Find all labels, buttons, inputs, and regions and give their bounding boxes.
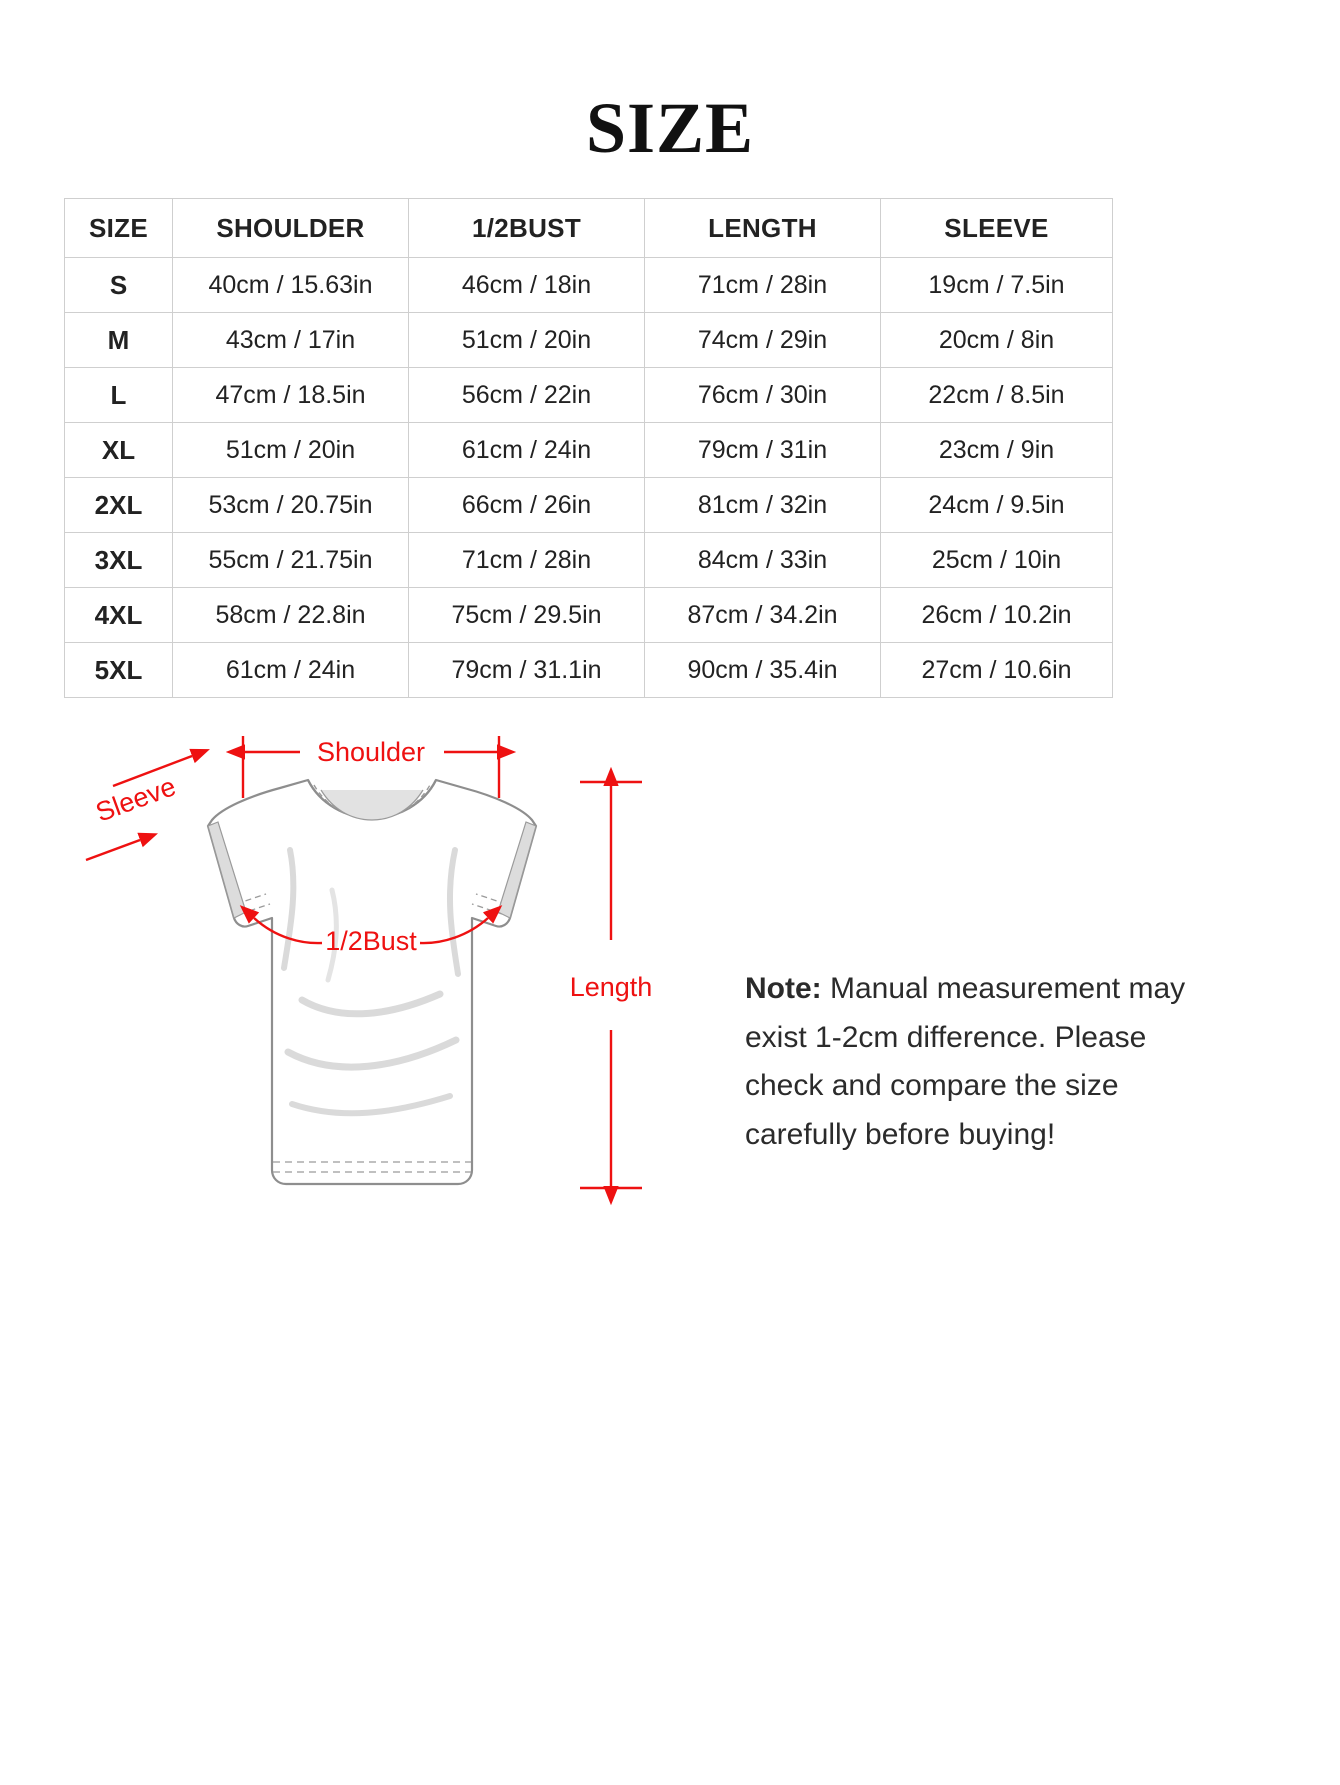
- table-row: [65, 478, 1113, 533]
- cell-size: 4XL: [65, 588, 173, 643]
- cell-size: 2XL: [65, 478, 173, 533]
- cell-bust: 66cm / 26in: [409, 478, 645, 533]
- cell-bust: 61cm / 24in: [409, 423, 645, 478]
- cell-shoulder: 58cm / 22.8in: [173, 588, 409, 643]
- cell-sleeve: 24cm / 9.5in: [881, 478, 1113, 533]
- size-table: [64, 198, 1113, 698]
- table-row: [65, 588, 1113, 643]
- cell-shoulder: 40cm / 15.63in: [173, 258, 409, 313]
- cell-sleeve: 19cm / 7.5in: [881, 258, 1113, 313]
- tshirt-illustration: [208, 780, 536, 1184]
- page-title: SIZE: [585, 88, 755, 168]
- cell-length: 71cm / 28in: [645, 258, 881, 313]
- column-header-sleeve: SLEEVE: [881, 199, 1113, 258]
- cell-shoulder: 51cm / 20in: [173, 423, 409, 478]
- cell-size: XL: [65, 423, 173, 478]
- cell-sleeve: 20cm / 8in: [881, 313, 1113, 368]
- cell-sleeve: 23cm / 9in: [881, 423, 1113, 478]
- cell-length: 81cm / 32in: [645, 478, 881, 533]
- cell-shoulder: 47cm / 18.5in: [173, 368, 409, 423]
- cell-bust: 75cm / 29.5in: [409, 588, 645, 643]
- cell-shoulder: 43cm / 17in: [173, 313, 409, 368]
- cell-length: 74cm / 29in: [645, 313, 881, 368]
- cell-bust: 46cm / 18in: [409, 258, 645, 313]
- measurement-note: [745, 965, 1215, 1159]
- column-header-shoulder: SHOULDER: [173, 199, 409, 258]
- length-label: Length: [569, 972, 653, 1002]
- measurement-diagram: [40, 700, 660, 1220]
- table-header-row: [65, 199, 1113, 258]
- cell-shoulder: 55cm / 21.75in: [173, 533, 409, 588]
- cell-bust: 51cm / 20in: [409, 313, 645, 368]
- cell-size: M: [65, 313, 173, 368]
- cell-size: 3XL: [65, 533, 173, 588]
- cell-length: 87cm / 34.2in: [645, 588, 881, 643]
- bust-label: 1/2Bust: [325, 926, 417, 956]
- table-row: [65, 258, 1113, 313]
- column-header-length: LENGTH: [645, 199, 881, 258]
- cell-length: 84cm / 33in: [645, 533, 881, 588]
- cell-size: S: [65, 258, 173, 313]
- note-label: Note:: [745, 972, 822, 1005]
- cell-size: L: [65, 368, 173, 423]
- cell-bust: 79cm / 31.1in: [409, 643, 645, 698]
- cell-size: 5XL: [65, 643, 173, 698]
- table-row: [65, 423, 1113, 478]
- cell-sleeve: 27cm / 10.6in: [881, 643, 1113, 698]
- column-header-size: SIZE: [65, 199, 173, 258]
- cell-length: 79cm / 31in: [645, 423, 881, 478]
- cell-shoulder: 61cm / 24in: [173, 643, 409, 698]
- note-text: Manual measurement may exist 1-2cm difference. Please check and compare the size carefully before buying!: [745, 972, 1186, 1151]
- cell-sleeve: 26cm / 10.2in: [881, 588, 1113, 643]
- cell-length: 90cm / 35.4in: [645, 643, 881, 698]
- table-row: [65, 368, 1113, 423]
- cell-bust: 56cm / 22in: [409, 368, 645, 423]
- table-row: [65, 643, 1113, 698]
- cell-sleeve: 22cm / 8.5in: [881, 368, 1113, 423]
- sleeve-label: Sleeve: [91, 771, 180, 828]
- column-header-bust: 1/2BUST: [409, 199, 645, 258]
- shoulder-label: Shoulder: [316, 737, 426, 767]
- cell-shoulder: 53cm / 20.75in: [173, 478, 409, 533]
- table-row: [65, 313, 1113, 368]
- table-row: [65, 533, 1113, 588]
- cell-bust: 71cm / 28in: [409, 533, 645, 588]
- cell-length: 76cm / 30in: [645, 368, 881, 423]
- cell-sleeve: 25cm / 10in: [881, 533, 1113, 588]
